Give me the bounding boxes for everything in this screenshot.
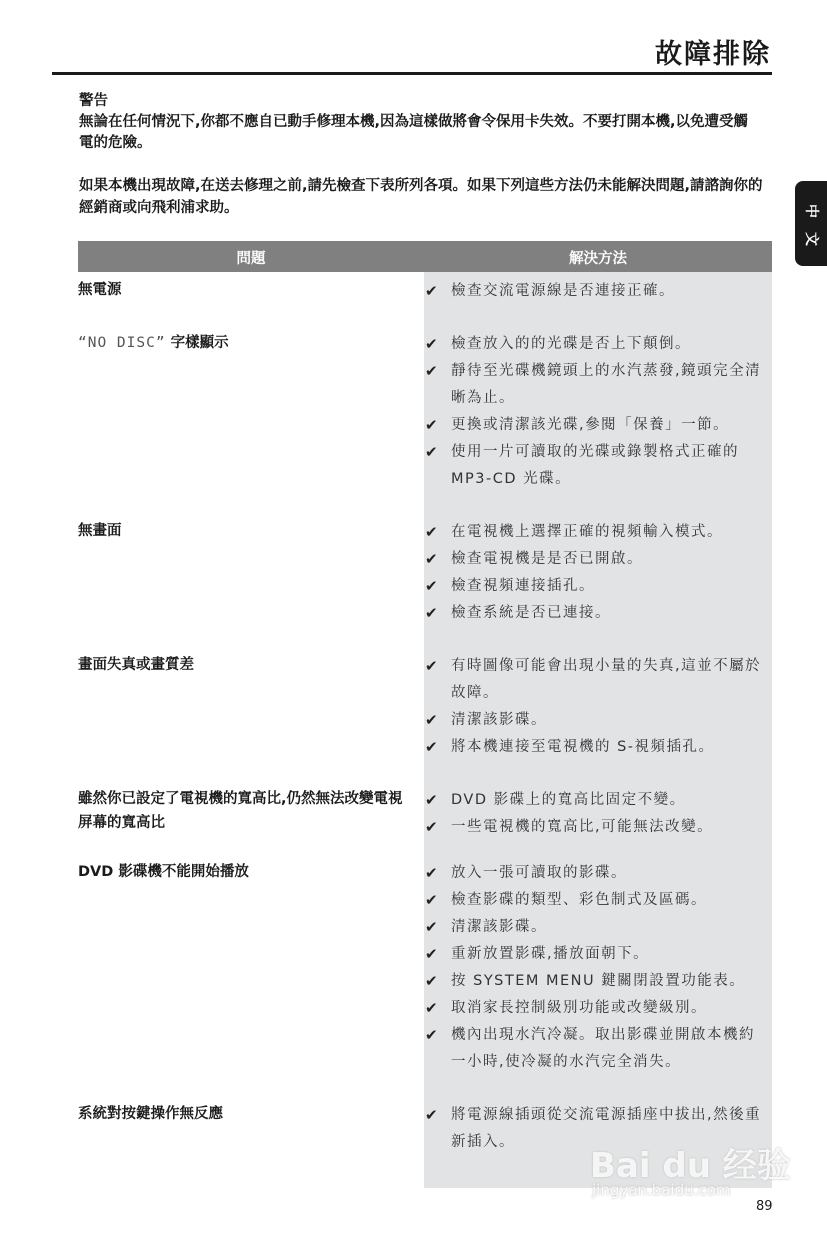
solution-text: 取消家長控制級別功能或改變級別。 [451, 1000, 707, 1016]
solution-item [424, 814, 772, 841]
problem-text: 畫面失真或畫質差 [78, 657, 194, 673]
check-mark-icon: ✔ [425, 738, 438, 756]
table-row [78, 519, 772, 627]
check-mark-icon: ✔ [425, 657, 438, 675]
solution-item [424, 914, 772, 941]
solution-item [424, 887, 772, 914]
check-mark-icon: ✔ [425, 550, 438, 568]
problem-text: 無電源 [78, 282, 122, 298]
check-mark-icon: ✔ [425, 523, 438, 541]
solution-item [424, 787, 772, 814]
check-mark-icon: ✔ [425, 891, 438, 909]
watermark-logo: Bai du 经验 [590, 1146, 791, 1186]
solution-cell [424, 860, 772, 1076]
page-title: 故障排除 [655, 39, 771, 70]
check-mark-icon: ✔ [425, 999, 438, 1017]
intro-text: 如果本機出現故障,在送去修理之前,請先檢查下表所列各項。如果下列這些方法仍未能解決問題,請諮詢你的經銷商或向飛利浦求助。 [79, 178, 763, 216]
solution-text: 在電視機上選擇正確的視頻輸入模式。 [451, 524, 723, 540]
solution-item [424, 734, 772, 761]
check-mark-icon: ✔ [425, 711, 438, 729]
check-mark-icon: ✔ [425, 918, 438, 936]
check-mark-icon: ✔ [425, 818, 438, 836]
problem-cell [78, 331, 424, 493]
problem-text: 無畫面 [78, 523, 122, 539]
table-row [78, 653, 772, 761]
table-row [78, 860, 772, 1076]
warning-text: 無論在任何情況下,你都不應自已動手修理本機,因為這樣做將會令保用卡失效。不要打開本機,以免遭受觸電的危險。 [79, 114, 749, 151]
solution-item [424, 968, 772, 995]
troubleshooting-table [78, 278, 772, 1182]
problem-text: 字樣顯示 [170, 335, 229, 351]
side-tab-char: 中 [803, 204, 819, 218]
watermark-url: jingyan.baidu.com [592, 1181, 731, 1199]
solution-text: DVD 影碟上的寬高比固定不變。 [451, 792, 686, 808]
solution-cell [424, 787, 772, 841]
solution-item [424, 995, 772, 1022]
solution-text: 更換或清潔該光碟,參閱「保養」一節。 [451, 417, 730, 433]
problem-text: 系統對按鍵操作無反應 [78, 1106, 223, 1122]
table-header [78, 241, 772, 272]
table-row [78, 331, 772, 493]
solution-item [424, 707, 772, 734]
table-row [78, 787, 772, 841]
side-tab-char: 文 [803, 232, 819, 246]
solution-text: 放入一張可讀取的影碟。 [451, 865, 627, 881]
column-header-solution: 解決方法 [569, 251, 627, 267]
solution-item [424, 358, 772, 412]
solution-text: 將本機連接至電視機的 S-視頻插孔。 [451, 739, 715, 755]
problem-text: DVD 影碟機不能開始播放 [78, 864, 249, 880]
solution-text: 使用一片可讀取的光碟或錄製格式正確的 MP3-CD 光碟。 [451, 444, 739, 487]
check-mark-icon: ✔ [425, 972, 438, 990]
solution-text: 清潔該影碟。 [451, 919, 547, 935]
solution-cell [424, 278, 772, 305]
solution-text: 按 SYSTEM MENU 鍵關閉設置功能表。 [451, 973, 746, 989]
solution-text: 檢查視頻連接插孔。 [451, 578, 595, 594]
solution-text: 清潔該影碟。 [451, 712, 547, 728]
solution-text: 檢查放入的的光碟是否上下顛倒。 [451, 336, 691, 352]
check-mark-icon: ✔ [425, 604, 438, 622]
check-mark-icon: ✔ [425, 864, 438, 882]
solution-text: 檢查交流電源線是否連接正確。 [451, 283, 675, 299]
solution-cell [424, 331, 772, 493]
solution-item [424, 600, 772, 627]
problem-cell [78, 787, 424, 841]
check-mark-icon: ✔ [425, 416, 438, 434]
solution-text: 將電源線插頭從交流電源插座中拔出,然後重新插入。 [451, 1107, 762, 1150]
solution-item [424, 1022, 772, 1076]
display-message: “NO DISC” [78, 335, 166, 351]
table-row [78, 278, 772, 305]
solution-text: 靜待至光碟機鏡頭上的水汽蒸發,鏡頭完全清晰為止。 [451, 363, 762, 406]
check-mark-icon: ✔ [425, 443, 438, 461]
solution-cell [424, 519, 772, 627]
check-mark-icon: ✔ [425, 282, 438, 300]
check-mark-icon: ✔ [425, 1026, 438, 1044]
solution-text: 檢查影碟的類型、彩色制式及區碼。 [451, 892, 707, 908]
column-header-problem: 問題 [236, 251, 266, 267]
problem-cell [78, 860, 424, 1076]
page-number: 89 [756, 1199, 773, 1214]
solution-item [424, 439, 772, 493]
problem-text: 雖然你已設定了電視機的寬高比,仍然無法改變電視屏幕的寬高比 [78, 791, 403, 831]
language-side-tab [795, 181, 827, 266]
warning-heading: 警告 [79, 93, 108, 109]
solution-item [424, 331, 772, 358]
solution-item [424, 860, 772, 887]
solution-item [424, 941, 772, 968]
solution-cell [424, 653, 772, 761]
solution-text: 機內出現水汽冷凝。取出影碟並開啟本機約一小時,使冷凝的水汽完全消失。 [451, 1027, 755, 1070]
problem-cell [78, 653, 424, 761]
solution-item [424, 573, 772, 600]
solution-item [424, 278, 772, 305]
warning-section [79, 91, 759, 154]
solution-text: 檢查電視機是是否已開啟。 [451, 551, 643, 567]
solution-item [424, 653, 772, 707]
check-mark-icon: ✔ [425, 362, 438, 380]
problem-cell [78, 1102, 424, 1156]
check-mark-icon: ✔ [425, 791, 438, 809]
check-mark-icon: ✔ [425, 1106, 438, 1124]
solution-item [424, 519, 772, 546]
solution-text: 重新放置影碟,播放面朝下。 [451, 946, 650, 962]
solution-text: 一些電視機的寬高比,可能無法改變。 [451, 819, 714, 835]
solution-text: 檢查系統是否已連接。 [451, 605, 611, 621]
solution-text: 有時圖像可能會出現小量的失真,這並不屬於故障。 [451, 658, 762, 701]
solution-item [424, 412, 772, 439]
problem-cell [78, 278, 424, 305]
solution-item [424, 546, 772, 573]
title-divider [52, 72, 772, 75]
problem-cell [78, 519, 424, 627]
check-mark-icon: ✔ [425, 945, 438, 963]
check-mark-icon: ✔ [425, 335, 438, 353]
check-mark-icon: ✔ [425, 577, 438, 595]
